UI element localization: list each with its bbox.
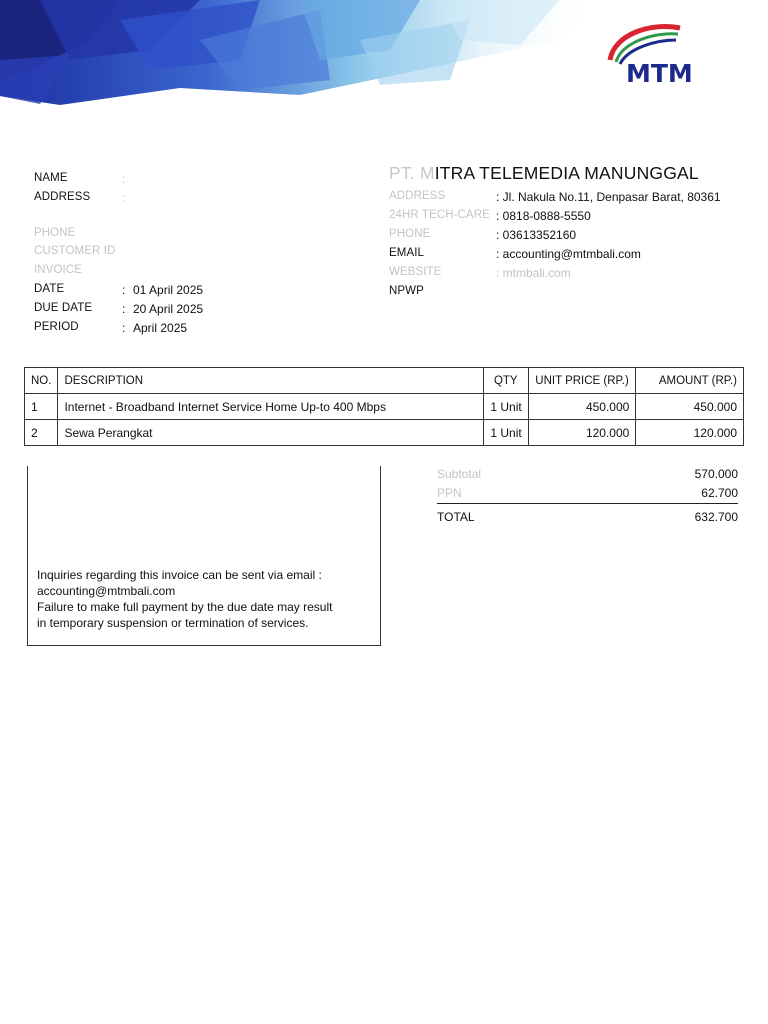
subtotal-row bbox=[437, 467, 738, 485]
period-label: PERIOD bbox=[34, 321, 79, 333]
company-phone-value: : 03613352160 bbox=[496, 228, 577, 242]
date-value: 01 April 2025 bbox=[133, 283, 204, 297]
row-description: Internet - Broadband Internet Service Home Up-to 400 Mbps bbox=[58, 394, 483, 420]
phone-label: PHONE bbox=[34, 227, 76, 239]
note-line-4: in temporary suspension or termination of services. bbox=[37, 616, 309, 630]
row-qty: 1 Unit bbox=[483, 420, 528, 446]
table-row bbox=[25, 394, 744, 420]
date-sep: : bbox=[122, 283, 126, 297]
row-amount: 120.000 bbox=[636, 420, 744, 446]
total-label: TOTAL bbox=[437, 510, 475, 524]
due-date-sep: : bbox=[122, 302, 126, 316]
date-label: DATE bbox=[34, 283, 65, 295]
name-label: NAME bbox=[34, 172, 68, 184]
website-label: WEBSITE bbox=[389, 266, 442, 278]
techcare-value: : 0818-0888-5550 bbox=[496, 209, 591, 223]
header-unit-price: UNIT PRICE (RP.) bbox=[528, 368, 636, 394]
company-email-value: : accounting@mtmbali.com bbox=[496, 247, 641, 261]
ppn-row bbox=[437, 486, 738, 504]
name-sep: : bbox=[122, 172, 126, 186]
invoice-items-table bbox=[24, 367, 744, 446]
company-name bbox=[389, 163, 699, 184]
header-amount: AMOUNT (RP.) bbox=[636, 368, 744, 394]
address-label: ADDRESS bbox=[34, 191, 91, 203]
due-date-label: DUE DATE bbox=[34, 302, 93, 314]
company-email-label: EMAIL bbox=[389, 247, 425, 259]
due-date-value: 20 April 2025 bbox=[133, 302, 204, 316]
techcare-label: 24HR TECH-CARE bbox=[389, 209, 490, 221]
invoice-label: INVOICE bbox=[34, 264, 82, 276]
note-line-3: Failure to make full payment by the due date may result bbox=[37, 600, 333, 614]
period-sep: : bbox=[122, 321, 126, 335]
address-sep: : bbox=[122, 191, 126, 205]
svg-text:MTM: MTM bbox=[626, 59, 693, 86]
company-logo bbox=[604, 20, 708, 86]
header-no: NO. bbox=[25, 368, 58, 394]
npwp-label: NPWP bbox=[389, 285, 424, 297]
total-row bbox=[437, 510, 738, 528]
total-divider bbox=[437, 503, 738, 504]
header-qty: QTY bbox=[483, 368, 528, 394]
company-address-value: : Jl. Nakula No.11, Denpasar Barat, 80361 bbox=[496, 190, 721, 204]
row-no: 2 bbox=[25, 420, 58, 446]
company-name-prefix: PT. M bbox=[389, 163, 435, 183]
table-header-row bbox=[25, 368, 744, 394]
row-amount: 450.000 bbox=[636, 394, 744, 420]
company-phone-label: PHONE bbox=[389, 228, 431, 240]
note-line-2: accounting@mtmbali.com bbox=[37, 584, 176, 598]
website-value: : mtmbali.com bbox=[496, 266, 571, 280]
company-name-rest: ITRA TELEMEDIA MANUNGGAL bbox=[434, 163, 699, 183]
ppn-value: 62.700 bbox=[701, 486, 738, 500]
row-description: Sewa Perangkat bbox=[58, 420, 483, 446]
table-row bbox=[25, 420, 744, 446]
ppn-label: PPN bbox=[437, 486, 462, 500]
total-value: 632.700 bbox=[694, 510, 738, 524]
subtotal-label: Subtotal bbox=[437, 467, 482, 481]
row-unit-price: 450.000 bbox=[528, 394, 636, 420]
company-address-label: ADDRESS bbox=[389, 190, 446, 202]
customer-id-label: CUSTOMER ID bbox=[34, 245, 116, 257]
row-qty: 1 Unit bbox=[483, 394, 528, 420]
row-no: 1 bbox=[25, 394, 58, 420]
period-value: April 2025 bbox=[133, 321, 188, 335]
row-unit-price: 120.000 bbox=[528, 420, 636, 446]
subtotal-value: 570.000 bbox=[694, 467, 738, 481]
header-description: DESCRIPTION bbox=[58, 368, 483, 394]
note-line-1: Inquiries regarding this invoice can be sent via email : bbox=[37, 568, 322, 582]
